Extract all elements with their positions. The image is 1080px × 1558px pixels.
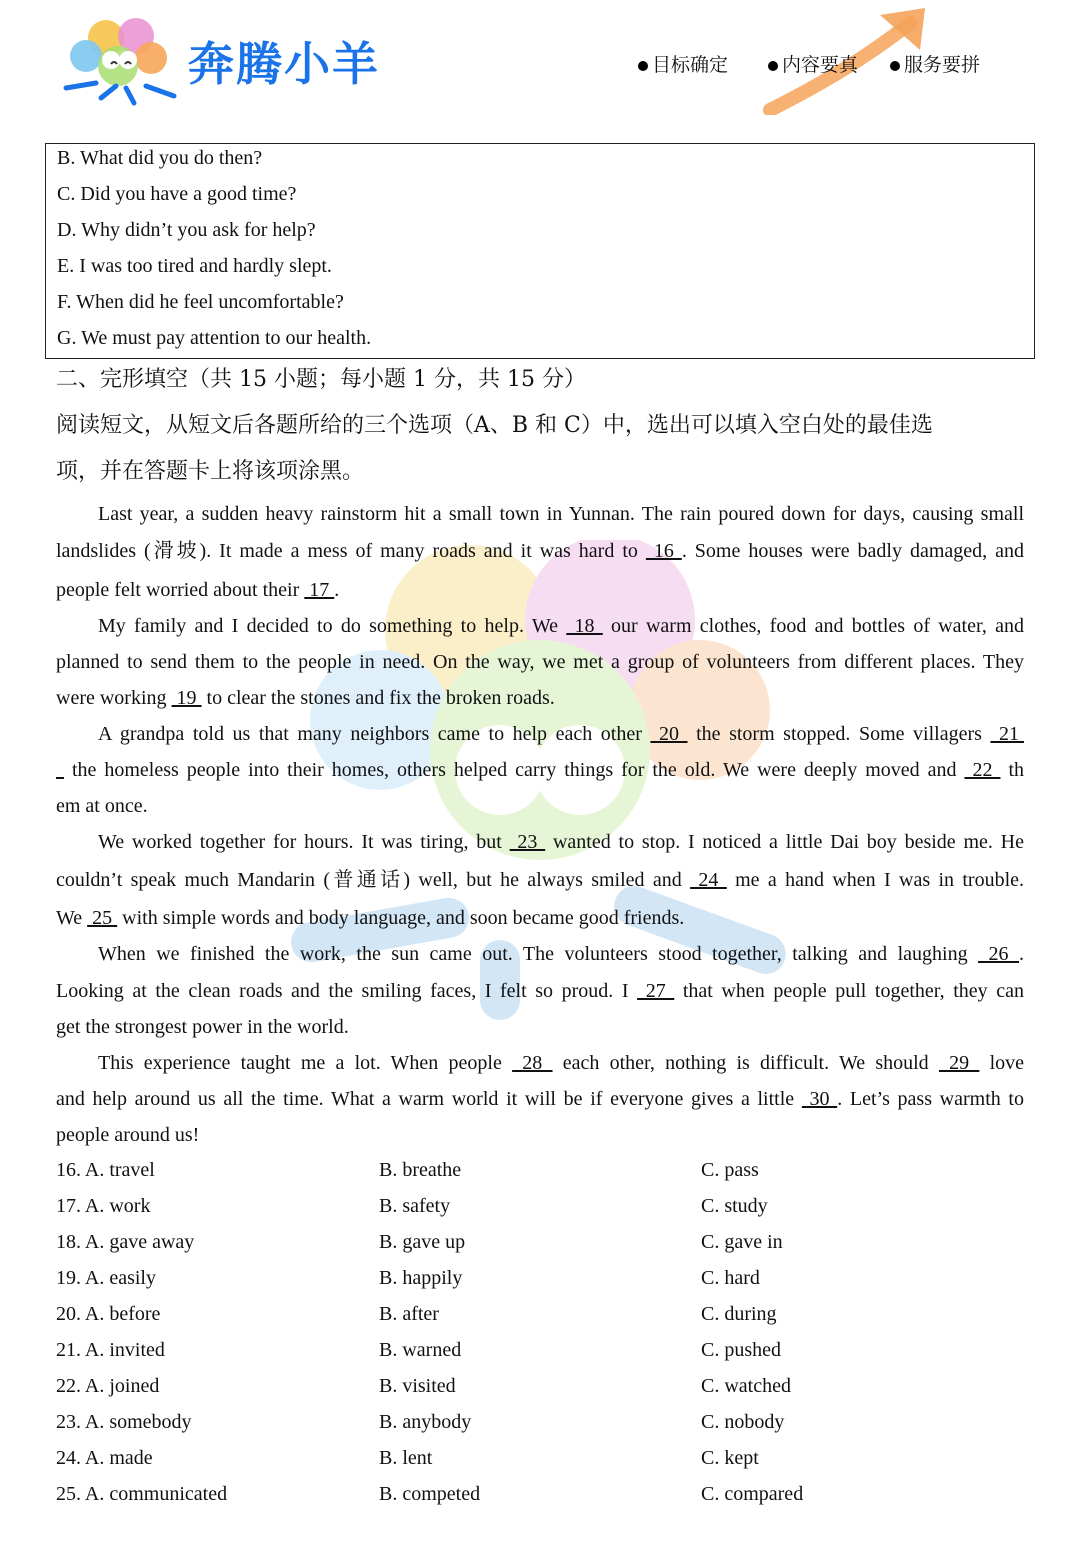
passage-line-14: Looking at the clean roads and the smiling faces, I felt so proud. I 27 that when people pull together, they can (56, 980, 1025, 1002)
q22-option-a: 22. A. joined (56, 1375, 160, 1397)
blank-23: 23 (509, 831, 546, 853)
q18-option-b: B. gave up (379, 1231, 466, 1253)
blank-29: 29 (938, 1052, 980, 1074)
q17-option-b: B. safety (379, 1195, 451, 1217)
q25-option-a: 25. A. communicated (56, 1483, 228, 1505)
passage-line-2: landslides (滑坡). It made a mess of many roads and it was hard to 16 . Some houses were badly damaged, and (56, 540, 1025, 562)
slogan-2: 内容要真 (768, 50, 858, 77)
options-box (45, 143, 1035, 359)
instruction-line-2: 项，并在答题卡上将该项涂黑。 (56, 459, 365, 484)
q17-option-c: C. study (701, 1195, 768, 1217)
option-g: G. We must pay attention to our health. (57, 327, 372, 349)
passage-line-13: When we finished the work, the sun came out. The volunteers stood together, talking and laughing 26 . (98, 943, 1025, 965)
passage-line-11: couldn’t speak much Mandarin (普通话) well, but he always smiled and 24 me a hand when I was in trouble. (56, 869, 1024, 891)
q18-option-a: 18. A. gave away (56, 1231, 195, 1253)
brand-logo-icon (56, 8, 186, 108)
blank-22: 22 (964, 759, 1001, 781)
q19-option-a: 19. A. easily (56, 1267, 156, 1289)
option-d: D. Why didn’t you ask for help? (57, 219, 316, 241)
passage-line-16: This experience taught me a lot. When people 28 each other, nothing is difficult. We should 29 love (98, 1052, 1025, 1074)
q23-option-b: B. anybody (379, 1411, 472, 1433)
q20-option-b: B. after (379, 1303, 439, 1325)
q25-option-b: B. competed (379, 1483, 481, 1505)
q17-option-a: 17. A. work (56, 1195, 151, 1217)
passage-line-18: people around us! (56, 1124, 200, 1146)
q16-option-b: B. breathe (379, 1159, 462, 1181)
q18-option-c: C. gave in (701, 1231, 783, 1253)
passage-line-15: get the strongest power in the world. (56, 1016, 349, 1038)
passage-line-17: and help around us all the time. What a warm world it will be if everyone gives a little 30 . Let’s pass warmth to (56, 1088, 1024, 1110)
option-e: E. I was too tired and hardly slept. (57, 255, 332, 277)
q23-option-c: C. nobody (701, 1411, 785, 1433)
q20-option-a: 20. A. before (56, 1303, 161, 1325)
slogan-1: 目标确定 (638, 50, 728, 77)
blank-17: 17 (304, 579, 335, 601)
option-b: B. What did you do then? (57, 147, 263, 169)
passage-line-6: were working 19 to clear the stones and fix the broken roads. (56, 687, 555, 709)
q22-option-b: B. visited (379, 1375, 456, 1397)
q25-option-c: C. compared (701, 1483, 804, 1505)
option-c: C. Did you have a good time? (57, 183, 297, 205)
page-header (0, 0, 1080, 120)
passage-line-8: the homeless people into their homes, others helped carry things for the old. We were deeply moved and 22 th (63, 759, 1025, 781)
passage-line-9: em at once. (56, 795, 148, 817)
instruction-line-1: 阅读短文，从短文后各题所给的三个选项（A、B 和 C）中，选出可以填入空白处的最佳选 (56, 413, 933, 438)
passage-line-1: Last year, a sudden heavy rainstorm hit a small town in Yunnan. The rain poured down for days, causing small (98, 503, 1024, 525)
q21-option-b: B. warned (379, 1339, 462, 1361)
q16-option-c: C. pass (701, 1159, 759, 1181)
q23-option-a: 23. A. somebody (56, 1411, 192, 1433)
option-f: F. When did he feel uncomfortable? (57, 291, 344, 313)
section-title: 二、完形填空（共 15 小题；每小题 1 分，共 15 分） (56, 367, 586, 392)
blank-19: 19 (171, 687, 202, 709)
q24-option-c: C. kept (701, 1447, 759, 1469)
blank-16: 16 (645, 540, 682, 562)
blank-18: 18 (566, 615, 603, 637)
brand-name: 奔腾小羊 (188, 37, 380, 91)
slogan-3: 服务要拼 (890, 50, 980, 77)
blank-21: 21 (990, 723, 1025, 745)
passage-line-5: planned to send them to the people in need. On the way, we met a group of volunteers from different places. They (56, 651, 1024, 673)
blank-28: 28 (512, 1052, 553, 1074)
passage-line-7: A grandpa told us that many neighbors came to help each other 20 the storm stopped. Some villagers 21 (98, 723, 1025, 745)
q19-option-c: C. hard (701, 1267, 760, 1289)
q21-option-a: 21. A. invited (56, 1339, 165, 1361)
passage-line-12: We 25 with simple words and body language, and soon became good friends. (56, 907, 685, 929)
blank-26: 26 (978, 943, 1020, 965)
passage-line-4: My family and I decided to do something to help. We 18 our warm clothes, food and bottles of water, and (98, 615, 1024, 637)
q20-option-c: C. during (701, 1303, 777, 1325)
q19-option-b: B. happily (379, 1267, 463, 1289)
q21-option-c: C. pushed (701, 1339, 781, 1361)
passage-line-3: people felt worried about their 17 . (56, 579, 340, 601)
blank-30: 30 (801, 1088, 838, 1110)
blank-25: 25 (87, 907, 118, 929)
q16-option-a: 16. A. travel (56, 1159, 155, 1181)
blank-24: 24 (690, 869, 727, 891)
q24-option-b: B. lent (379, 1447, 433, 1469)
blank-27: 27 (637, 980, 675, 1002)
passage-line-10: We worked together for hours. It was tiring, but 23 wanted to stop. I noticed a little Dai boy beside me. He (98, 831, 1024, 853)
q24-option-a: 24. A. made (56, 1447, 153, 1469)
q22-option-c: C. watched (701, 1375, 791, 1397)
blank-20: 20 (650, 723, 688, 745)
